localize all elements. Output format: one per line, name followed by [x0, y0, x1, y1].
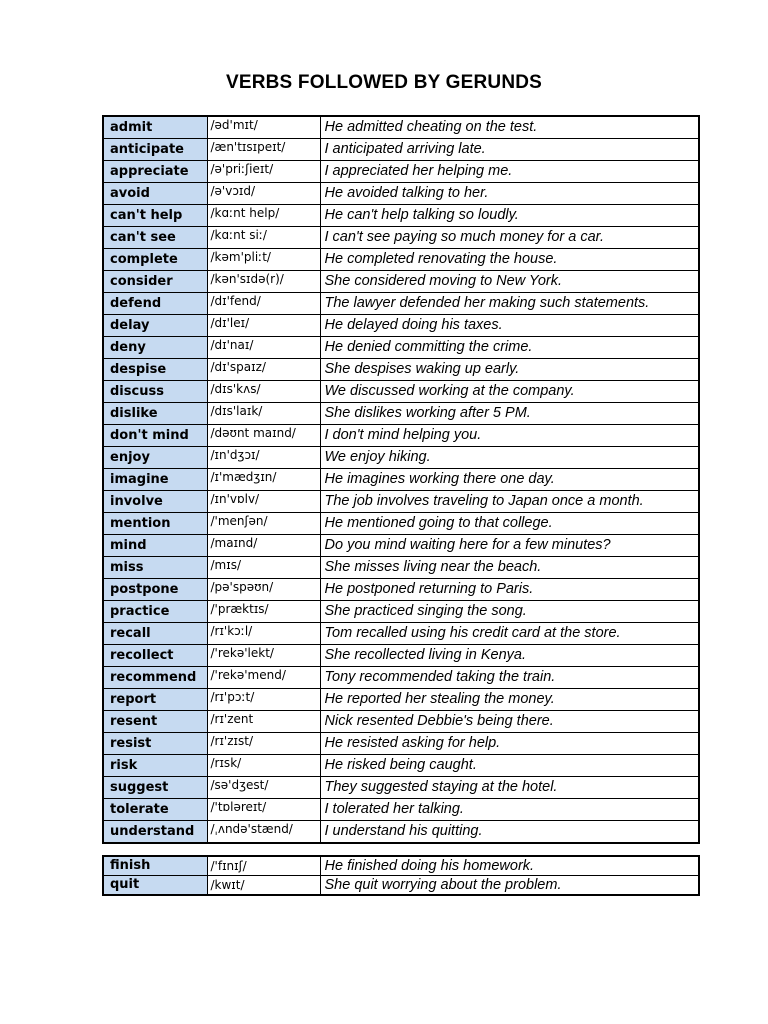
verb-cell: report	[103, 689, 207, 711]
example-cell: We discussed working at the company.	[320, 381, 699, 403]
table-row	[103, 535, 699, 557]
example-cell: The lawyer defended her making such statements.	[320, 293, 699, 315]
table-row	[103, 139, 699, 161]
verb-cell: imagine	[103, 469, 207, 491]
example-cell: Tom recalled using his credit card at the store.	[320, 623, 699, 645]
table-row	[103, 205, 699, 227]
table-row	[103, 821, 699, 844]
table-row	[103, 799, 699, 821]
table-row	[103, 116, 699, 139]
table-row	[103, 381, 699, 403]
pronunciation-cell: /rɪ'pɔːt/	[207, 689, 320, 711]
pronunciation-cell: /dɪs'kʌs/	[207, 381, 320, 403]
pronunciation-cell: /ə'priːʃieɪt/	[207, 161, 320, 183]
pronunciation-cell: /kɑːnt help/	[207, 205, 320, 227]
pronunciation-cell: /ə'vɔɪd/	[207, 183, 320, 205]
table-row	[103, 227, 699, 249]
example-cell: He can't help talking so loudly.	[320, 205, 699, 227]
example-cell: She quit worrying about the problem.	[320, 876, 699, 896]
pronunciation-cell: /dɪ'naɪ/	[207, 337, 320, 359]
table-row	[103, 733, 699, 755]
verb-cell: tolerate	[103, 799, 207, 821]
pronunciation-cell: /rɪsk/	[207, 755, 320, 777]
example-cell: Nick resented Debbie's being there.	[320, 711, 699, 733]
pronunciation-cell: /dɪ'leɪ/	[207, 315, 320, 337]
pronunciation-cell: /pə'spəʊn/	[207, 579, 320, 601]
example-cell: He mentioned going to that college.	[320, 513, 699, 535]
pronunciation-cell: /dɪs'laɪk/	[207, 403, 320, 425]
verb-cell: finish	[103, 856, 207, 876]
example-cell: They suggested staying at the hotel.	[320, 777, 699, 799]
pronunciation-cell: /'tɒləreɪt/	[207, 799, 320, 821]
verb-cell: quit	[103, 876, 207, 896]
example-cell: I appreciated her helping me.	[320, 161, 699, 183]
pronunciation-cell: /'rekə'lekt/	[207, 645, 320, 667]
extra-verbs-table-body	[103, 856, 699, 895]
table-row	[103, 249, 699, 271]
example-cell: The job involves traveling to Japan once a month.	[320, 491, 699, 513]
table-row	[103, 271, 699, 293]
example-cell: He denied committing the crime.	[320, 337, 699, 359]
pronunciation-cell: /'præktɪs/	[207, 601, 320, 623]
table-row	[103, 293, 699, 315]
example-cell: I anticipated arriving late.	[320, 139, 699, 161]
pronunciation-cell: /ɪn'vɒlv/	[207, 491, 320, 513]
pronunciation-cell: /æn'tɪsɪpeɪt/	[207, 139, 320, 161]
verb-cell: can't help	[103, 205, 207, 227]
example-cell: He admitted cheating on the test.	[320, 116, 699, 139]
example-cell: He avoided talking to her.	[320, 183, 699, 205]
verb-cell: can't see	[103, 227, 207, 249]
table-row	[103, 579, 699, 601]
table-row	[103, 876, 699, 896]
example-cell: She dislikes working after 5 PM.	[320, 403, 699, 425]
verbs-table-body	[103, 116, 699, 843]
table-row	[103, 337, 699, 359]
table-row	[103, 469, 699, 491]
pronunciation-cell: /kəm'pliːt/	[207, 249, 320, 271]
verb-cell: enjoy	[103, 447, 207, 469]
verb-cell: discuss	[103, 381, 207, 403]
verb-cell: despise	[103, 359, 207, 381]
example-cell: He completed renovating the house.	[320, 249, 699, 271]
table-row	[103, 667, 699, 689]
pronunciation-cell: /dɪ'fend/	[207, 293, 320, 315]
pronunciation-cell: /ɪ'mædʒɪn/	[207, 469, 320, 491]
table-row	[103, 557, 699, 579]
verb-cell: consider	[103, 271, 207, 293]
example-cell: She practiced singing the song.	[320, 601, 699, 623]
extra-verbs-table	[102, 855, 700, 896]
verb-cell: practice	[103, 601, 207, 623]
pronunciation-cell: /ɪn'dʒɔɪ/	[207, 447, 320, 469]
pronunciation-cell: /'rekə'mend/	[207, 667, 320, 689]
verb-cell: resist	[103, 733, 207, 755]
example-cell: He imagines working there one day.	[320, 469, 699, 491]
table-row	[103, 447, 699, 469]
table-row	[103, 403, 699, 425]
example-cell: He resisted asking for help.	[320, 733, 699, 755]
table-row	[103, 623, 699, 645]
table-row	[103, 856, 699, 876]
example-cell: She misses living near the beach.	[320, 557, 699, 579]
verb-cell: don't mind	[103, 425, 207, 447]
verb-cell: anticipate	[103, 139, 207, 161]
verb-cell: recall	[103, 623, 207, 645]
table-row	[103, 513, 699, 535]
pronunciation-cell: /kən'sɪdə(r)/	[207, 271, 320, 293]
verb-cell: recommend	[103, 667, 207, 689]
pronunciation-cell: /kɑːnt siː/	[207, 227, 320, 249]
verb-cell: miss	[103, 557, 207, 579]
table-row	[103, 183, 699, 205]
table-row	[103, 315, 699, 337]
pronunciation-cell: /əd'mɪt/	[207, 116, 320, 139]
verbs-table	[102, 115, 700, 844]
verb-cell: involve	[103, 491, 207, 513]
example-cell: Do you mind waiting here for a few minutes?	[320, 535, 699, 557]
verb-cell: appreciate	[103, 161, 207, 183]
pronunciation-cell: /rɪ'zent	[207, 711, 320, 733]
table-row	[103, 601, 699, 623]
pronunciation-cell: /rɪ'kɔːl/	[207, 623, 320, 645]
example-cell: I tolerated her talking.	[320, 799, 699, 821]
pronunciation-cell: /'menʃən/	[207, 513, 320, 535]
verb-cell: resent	[103, 711, 207, 733]
verb-cell: defend	[103, 293, 207, 315]
example-cell: She despises waking up early.	[320, 359, 699, 381]
example-cell: He risked being caught.	[320, 755, 699, 777]
table-row	[103, 689, 699, 711]
pronunciation-cell: /ˌʌndə'stænd/	[207, 821, 320, 844]
example-cell: We enjoy hiking.	[320, 447, 699, 469]
verb-cell: mention	[103, 513, 207, 535]
example-cell: He delayed doing his taxes.	[320, 315, 699, 337]
pronunciation-cell: /mɪs/	[207, 557, 320, 579]
verb-cell: deny	[103, 337, 207, 359]
example-cell: She recollected living in Kenya.	[320, 645, 699, 667]
example-cell: She considered moving to New York.	[320, 271, 699, 293]
verb-cell: delay	[103, 315, 207, 337]
table-row	[103, 777, 699, 799]
example-cell: He reported her stealing the money.	[320, 689, 699, 711]
pronunciation-cell: /dəʊnt maɪnd/	[207, 425, 320, 447]
verb-cell: admit	[103, 116, 207, 139]
verb-cell: suggest	[103, 777, 207, 799]
verb-cell: avoid	[103, 183, 207, 205]
verb-cell: understand	[103, 821, 207, 844]
pronunciation-cell: /kwɪt/	[207, 876, 320, 896]
verb-cell: mind	[103, 535, 207, 557]
pronunciation-cell: /'fɪnɪʃ/	[207, 856, 320, 876]
table-row	[103, 161, 699, 183]
example-cell: He finished doing his homework.	[320, 856, 699, 876]
verb-cell: complete	[103, 249, 207, 271]
page-title: VERBS FOLLOWED BY GERUNDS	[225, 72, 543, 93]
pronunciation-cell: /maɪnd/	[207, 535, 320, 557]
table-row	[103, 711, 699, 733]
pronunciation-cell: /rɪ'zɪst/	[207, 733, 320, 755]
verb-cell: recollect	[103, 645, 207, 667]
table-row	[103, 491, 699, 513]
pronunciation-cell: /sə'dʒest/	[207, 777, 320, 799]
verb-cell: risk	[103, 755, 207, 777]
example-cell: I don't mind helping you.	[320, 425, 699, 447]
verb-cell: dislike	[103, 403, 207, 425]
pronunciation-cell: /dɪ'spaɪz/	[207, 359, 320, 381]
example-cell: I can't see paying so much money for a car.	[320, 227, 699, 249]
table-row	[103, 359, 699, 381]
table-row	[103, 755, 699, 777]
example-cell: He postponed returning to Paris.	[320, 579, 699, 601]
example-cell: I understand his quitting.	[320, 821, 699, 844]
table-row	[103, 425, 699, 447]
example-cell: Tony recommended taking the train.	[320, 667, 699, 689]
table-row	[103, 645, 699, 667]
verb-cell: postpone	[103, 579, 207, 601]
